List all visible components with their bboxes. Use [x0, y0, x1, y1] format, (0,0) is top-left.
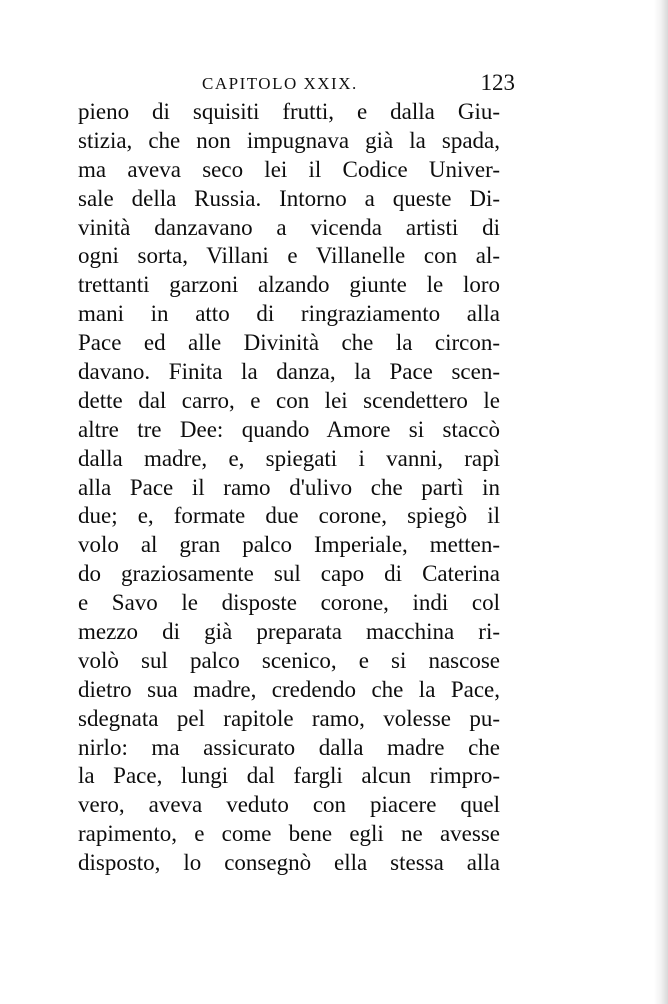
text-line: do graziosamente sul capo di Caterina: [78, 561, 500, 587]
text-line: davano. Finita la danza, la Pace scen-: [78, 359, 500, 385]
page-number: 123: [480, 70, 515, 95]
text-line: stizia, che non impugnava già la spada,: [78, 127, 500, 153]
text-line: altre tre Dee: quando Amore si staccò: [78, 416, 500, 442]
text-line: nirlo: ma assicurato dalla madre che: [78, 734, 500, 760]
text-line: sale della Russia. Intorno a queste Di-: [78, 185, 500, 211]
text-line: dette dal carro, e con lei scendettero le: [78, 387, 500, 413]
text-line: pieno di squisiti frutti, e dalla Giu-: [78, 99, 500, 124]
text-line: ogni sorta, Villani e Villanelle con al-: [78, 243, 500, 269]
text-line: ma aveva seco lei il Codice Univer-: [78, 156, 500, 182]
text-line: volò sul palco scenico, e si nascose: [78, 647, 500, 673]
text-line: mezzo di già preparata macchina ri-: [78, 619, 500, 645]
text-line: dalla madre, e, spiegati i vanni, rapì: [78, 445, 500, 471]
chapter-title: CAPITOLO XXIX.: [202, 74, 358, 93]
text-line: sdegnata pel rapitole ramo, volesse pu-: [78, 705, 500, 731]
text-line: rapimento, e come bene egli ne avesse: [78, 821, 500, 847]
text-line: mani in atto di ringraziamento alla: [78, 301, 500, 327]
text-line: e Savo le disposte corone, indi col: [78, 590, 500, 616]
running-head: [202, 70, 515, 96]
text-line: vero, aveva veduto con piacere quel: [78, 792, 500, 818]
text-line: alla Pace il ramo d'ulivo che partì in: [78, 474, 500, 500]
text-line: Pace ed alle Divinità che la circon-: [78, 330, 500, 356]
text-line: trettanti garzoni alzando giunte le loro: [78, 272, 500, 298]
text-line: volo al gran palco Imperiale, metten-: [78, 532, 500, 558]
body-text: [78, 98, 500, 878]
text-line: la Pace, lungi dal fargli alcun rimpro-: [78, 763, 500, 789]
page-edge-shadow: [654, 0, 668, 1004]
text-line: dietro sua madre, credendo che la Pace,: [78, 676, 500, 702]
text-line: vinità danzavano a vicenda artisti di: [78, 214, 500, 240]
text-line: due; e, formate due corone, spiegò il: [78, 503, 500, 529]
text-line: disposto, lo consegnò ella stessa alla: [78, 850, 500, 876]
